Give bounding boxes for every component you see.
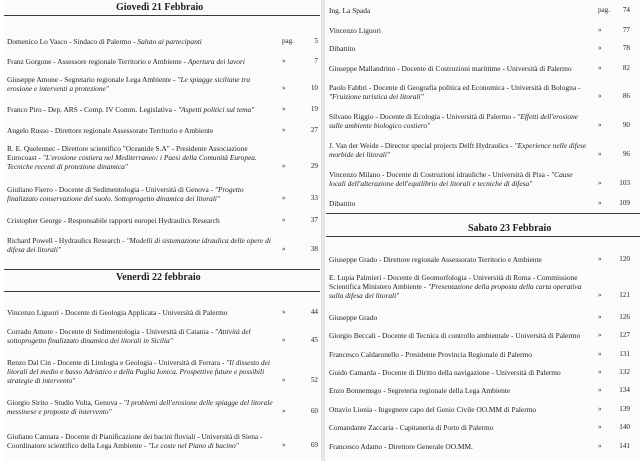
speaker-and-role: Angelo Russo - Direttore regionale Assessorato Territorio e Ambiente [7, 126, 214, 135]
page-number: 131 [619, 350, 630, 358]
day-title-thursday: Giovedì 21 Febbraio [116, 2, 204, 13]
page-number: 82 [622, 64, 630, 72]
page-number: 127 [619, 331, 630, 339]
speaker-and-role: Giuliano Fierro - Docente di Sedimentologia - Università di Genova - [7, 185, 215, 194]
entry-text [7, 75, 275, 93]
page-number: 90 [622, 121, 630, 130]
ditto-mark: » [598, 313, 602, 321]
entry-text [7, 37, 275, 46]
ditto-mark: » [282, 216, 286, 224]
ditto-mark: » [282, 57, 286, 65]
ditto-mark: » [598, 199, 602, 207]
speaker-and-role: Giuseppe Mallandrino - Docente di Costruzioni marittime - Università di Palermo [329, 64, 572, 73]
divider [4, 15, 320, 16]
speaker-and-role: Vincenzo Milano - Docente di Costruzioni idrauliche - Università di Pisa - [329, 170, 552, 179]
page-number: 74 [622, 6, 630, 14]
speaker-and-role: Guido Camarda - Docente di Diritto della navigazione - Università di Palermo [329, 368, 561, 377]
ditto-mark: » [282, 407, 286, 416]
speaker-and-role: Francesco Caldaronello - Presidente Provincia Regionale di Palermo [329, 350, 532, 359]
entry-text [329, 255, 587, 264]
talk-title: Apertura dei lavori [187, 57, 245, 66]
page-number: 44 [310, 308, 318, 316]
page-number: 132 [619, 368, 630, 376]
page-number: 134 [619, 386, 630, 394]
speaker-and-role: Giuseppe Grado [329, 313, 378, 322]
entry-text [329, 442, 587, 451]
entry-text [329, 170, 587, 188]
page-number: 52 [310, 376, 318, 385]
page-number: 19 [310, 105, 318, 113]
speaker-and-role: Dibattito [329, 199, 356, 208]
entry-text [7, 144, 275, 172]
ditto-mark: » [598, 405, 602, 413]
entry-text [329, 26, 587, 35]
divider [4, 291, 320, 292]
speaker-and-role: Francesco Adamo - Direttore Generale OO.MM. [329, 442, 473, 451]
page-number: 109 [619, 199, 630, 207]
talk-title: "Aspetti politici sul tema" [178, 105, 255, 114]
page-number: 27 [310, 126, 318, 134]
ditto-mark: » [598, 386, 602, 394]
entry-text [7, 185, 275, 203]
ditto-mark: » [598, 121, 602, 130]
ditto-mark: » [282, 126, 286, 134]
page-number: 86 [622, 92, 630, 101]
left-page [4, 0, 320, 461]
ditto-mark: » [598, 44, 602, 52]
entry-text [7, 308, 275, 317]
page-number: 77 [622, 26, 630, 34]
entry-text [7, 327, 275, 345]
talk-title: "Progetto finalizzato conservazione del suolo. Sottoprogetto dinamica dei litorali" [7, 185, 244, 204]
ditto-mark: pag. [598, 6, 610, 14]
page-number: 96 [622, 150, 630, 159]
page-number: 5 [314, 37, 318, 45]
speaker-and-role: Giorgio Beccali - Docente di Tecnica di controllo ambientale - Università di Palermo [329, 331, 581, 340]
talk-title: "Experience nelle difese morbide dei litorali" [329, 141, 587, 160]
page-number: 45 [310, 336, 318, 345]
ditto-mark: » [598, 150, 602, 159]
ditto-mark: » [282, 336, 286, 345]
ditto-mark: » [598, 255, 602, 263]
entry-text [329, 44, 587, 53]
page-number: 140 [619, 423, 630, 431]
page-number: 139 [619, 405, 630, 413]
entry-text [329, 386, 587, 395]
speaker-and-role: Comandante Zaccaria - Capitaneria di Porto di Palermo [329, 423, 494, 432]
entry-text [329, 112, 587, 130]
speaker-and-role: Dibattito [329, 44, 356, 53]
page-number: 7 [314, 57, 318, 65]
speaker-and-role: E. Lupia Palmieri - Docente di Geomorfologia - Università di Roma - Commissione Scientifica Ministero Ambiente - [329, 273, 578, 292]
ditto-mark: » [282, 441, 286, 450]
ditto-mark: » [282, 245, 286, 254]
page-number: 69 [310, 441, 318, 450]
entry-text [329, 6, 587, 15]
talk-title: "Effetti dell'erosione sulle ambiente biologico costiero" [329, 112, 579, 131]
ditto-mark: » [598, 350, 602, 358]
speaker-and-role: Giuliano Cannata - Docente di Pianificazione dei bacini fluviali - Università di Siena - Coordinatore scientifico della Lega Ambiente - [7, 432, 263, 451]
talk-title: "Le coste nel Piano di bacino" [148, 441, 239, 451]
day-title-friday: Venerdì 22 febbraio [116, 272, 201, 283]
entry-text [329, 313, 587, 322]
entry-text [7, 126, 275, 135]
ditto-mark: » [598, 331, 602, 339]
page-number: 120 [619, 255, 630, 263]
page-number: 60 [310, 407, 318, 416]
talk-title: "Fruizione turistica dei litorali" [329, 92, 424, 102]
page-number: 29 [310, 162, 318, 171]
speaker-and-role: R. E. Quelennec - Direttore scientifico "Oceanide S.A" - Presidente Associazione Eurocoast - [7, 144, 248, 163]
talk-title: "Cause locali dell'alterazione dell'equilibrio dei litorali e tecniche di difesa" [329, 170, 573, 189]
speaker-and-role: Paolo Fabbri - Docente di Geografia politica ed Economica - Università di Bologna - [329, 83, 581, 92]
entry-text [329, 273, 587, 301]
entry-text [329, 83, 587, 101]
page-number: 37 [310, 216, 318, 224]
talk-title: "I problemi dell'erosione delle spiagge del litorale messinese e proposte di intervento" [7, 398, 273, 417]
ditto-mark: » [282, 194, 286, 203]
page-number: 103 [619, 179, 630, 188]
speaker-and-role: Giorgio Sirito - Studio Volta, Genova - [7, 398, 124, 407]
ditto-mark: » [282, 162, 286, 171]
entry-text [7, 105, 275, 114]
page-number: 126 [619, 313, 630, 321]
divider [326, 213, 640, 214]
talk-title: "Il dissesto dei litorali del medio e basso Adriatico e della Puglia Ionica. Prospettive future e possibili strategie di intervento" [7, 358, 270, 386]
speaker-and-role: Enzo Bonnemsgo - Segreteria regionale della Lega Ambiente [329, 386, 511, 395]
speaker-and-role: J. Van der Weide - Director special projects Delft Hydraulics - [329, 141, 515, 150]
talk-title: Saluto ai partecipanti [137, 37, 202, 46]
speaker-and-role: Domenico Lo Vasco - Sindaco di Palermo - [7, 37, 138, 46]
ditto-mark: » [598, 442, 602, 450]
divider [4, 269, 320, 270]
entry-text [329, 141, 587, 159]
ditto-mark: » [598, 92, 602, 101]
entry-text [329, 423, 587, 432]
entry-text [329, 405, 587, 414]
entry-text [329, 331, 587, 340]
entry-text [329, 64, 587, 73]
page-number: 10 [310, 84, 318, 93]
speaker-and-role: Ottavio Lionia - Ingegnere capo del Genio Civile OO.MM di Palermo [329, 405, 537, 414]
speaker-and-role: Richard Powell - Hydraulics Research - [7, 236, 127, 245]
ditto-mark: » [282, 308, 286, 316]
speaker-and-role: Cristopher George - Responsabile rapporti europei Hydraulics Research [7, 216, 220, 225]
right-page [326, 0, 640, 461]
speaker-and-role: Silvano Riggio - Docente di Ecologia - Università di Palermo - [329, 112, 518, 121]
ditto-mark: » [598, 291, 602, 300]
ditto-mark: » [282, 376, 286, 385]
talk-title: "Le spiagge siciliane tra erosione e interventi a protezione" [7, 75, 251, 94]
entry-text [7, 358, 275, 386]
page-number: 33 [310, 194, 318, 203]
page-number: 38 [310, 245, 318, 254]
ditto-mark: pag. [282, 37, 294, 45]
talk-title: "Presentazione della proposta della carta operativa sulla difesa dei litorali" [329, 282, 582, 301]
ditto-mark: » [282, 105, 286, 113]
entry-text [329, 350, 587, 359]
speaker-and-role: Franz Gorgone - Assessore regionale Territorio e Ambiente - [7, 57, 188, 66]
speaker-and-role: Franco Piro - Dep. ARS - Comp. IV Comm. Legislativa - [7, 105, 179, 114]
ditto-mark: » [282, 84, 286, 93]
ditto-mark: » [598, 368, 602, 376]
day-title-saturday: Sabato 23 Febbraio [468, 223, 552, 234]
ditto-mark: » [598, 26, 602, 34]
entry-text [329, 368, 587, 377]
speaker-and-role: Giuseppe Grado - Direttore regionale Assessorato Territorio e Ambiente [329, 255, 542, 264]
book-gutter [321, 0, 325, 461]
divider [326, 236, 640, 237]
ditto-mark: » [598, 423, 602, 431]
entry-text [7, 57, 275, 66]
entry-text [7, 216, 275, 225]
ditto-mark: » [598, 179, 602, 188]
speaker-and-role: Vincenzo Liguori - Docente di Geologia Applicata - Università di Palermo [7, 308, 228, 317]
speaker-and-role: Ing. La Spada [329, 6, 371, 15]
page-number: 78 [622, 44, 630, 52]
page-number: 141 [619, 442, 630, 450]
page-number: 121 [619, 291, 630, 300]
entry-text [7, 398, 275, 416]
talk-title: "Modelli di sistemazione idraulica delle opere di difesa dei litorali" [7, 236, 271, 255]
talk-title: "L'erosione costiera nel Mediterraneo: i Paesi della Comunità Europea. Tecniche recenti di protezione dinamica" [7, 153, 257, 172]
ditto-mark: » [598, 64, 602, 72]
entry-text [329, 199, 587, 208]
entry-text [7, 432, 275, 450]
speaker-and-role: Renzo Dal Cin - Docente di Litologia e Geologia - Università di Ferrara - [7, 358, 227, 367]
speaker-and-role: Vincenzo Liguori [329, 26, 381, 35]
talk-title: "Attività del sottoprogetto finalizzato dinamica dei litorali in Sicilia" [7, 327, 251, 346]
entry-text [7, 236, 275, 254]
speaker-and-role: Corrado Amore - Docente di Sedimentologia - Università di Catania - [7, 327, 215, 336]
speaker-and-role: Giuseppe Amone - Segretario regionale Lega Ambiente - [7, 75, 178, 84]
